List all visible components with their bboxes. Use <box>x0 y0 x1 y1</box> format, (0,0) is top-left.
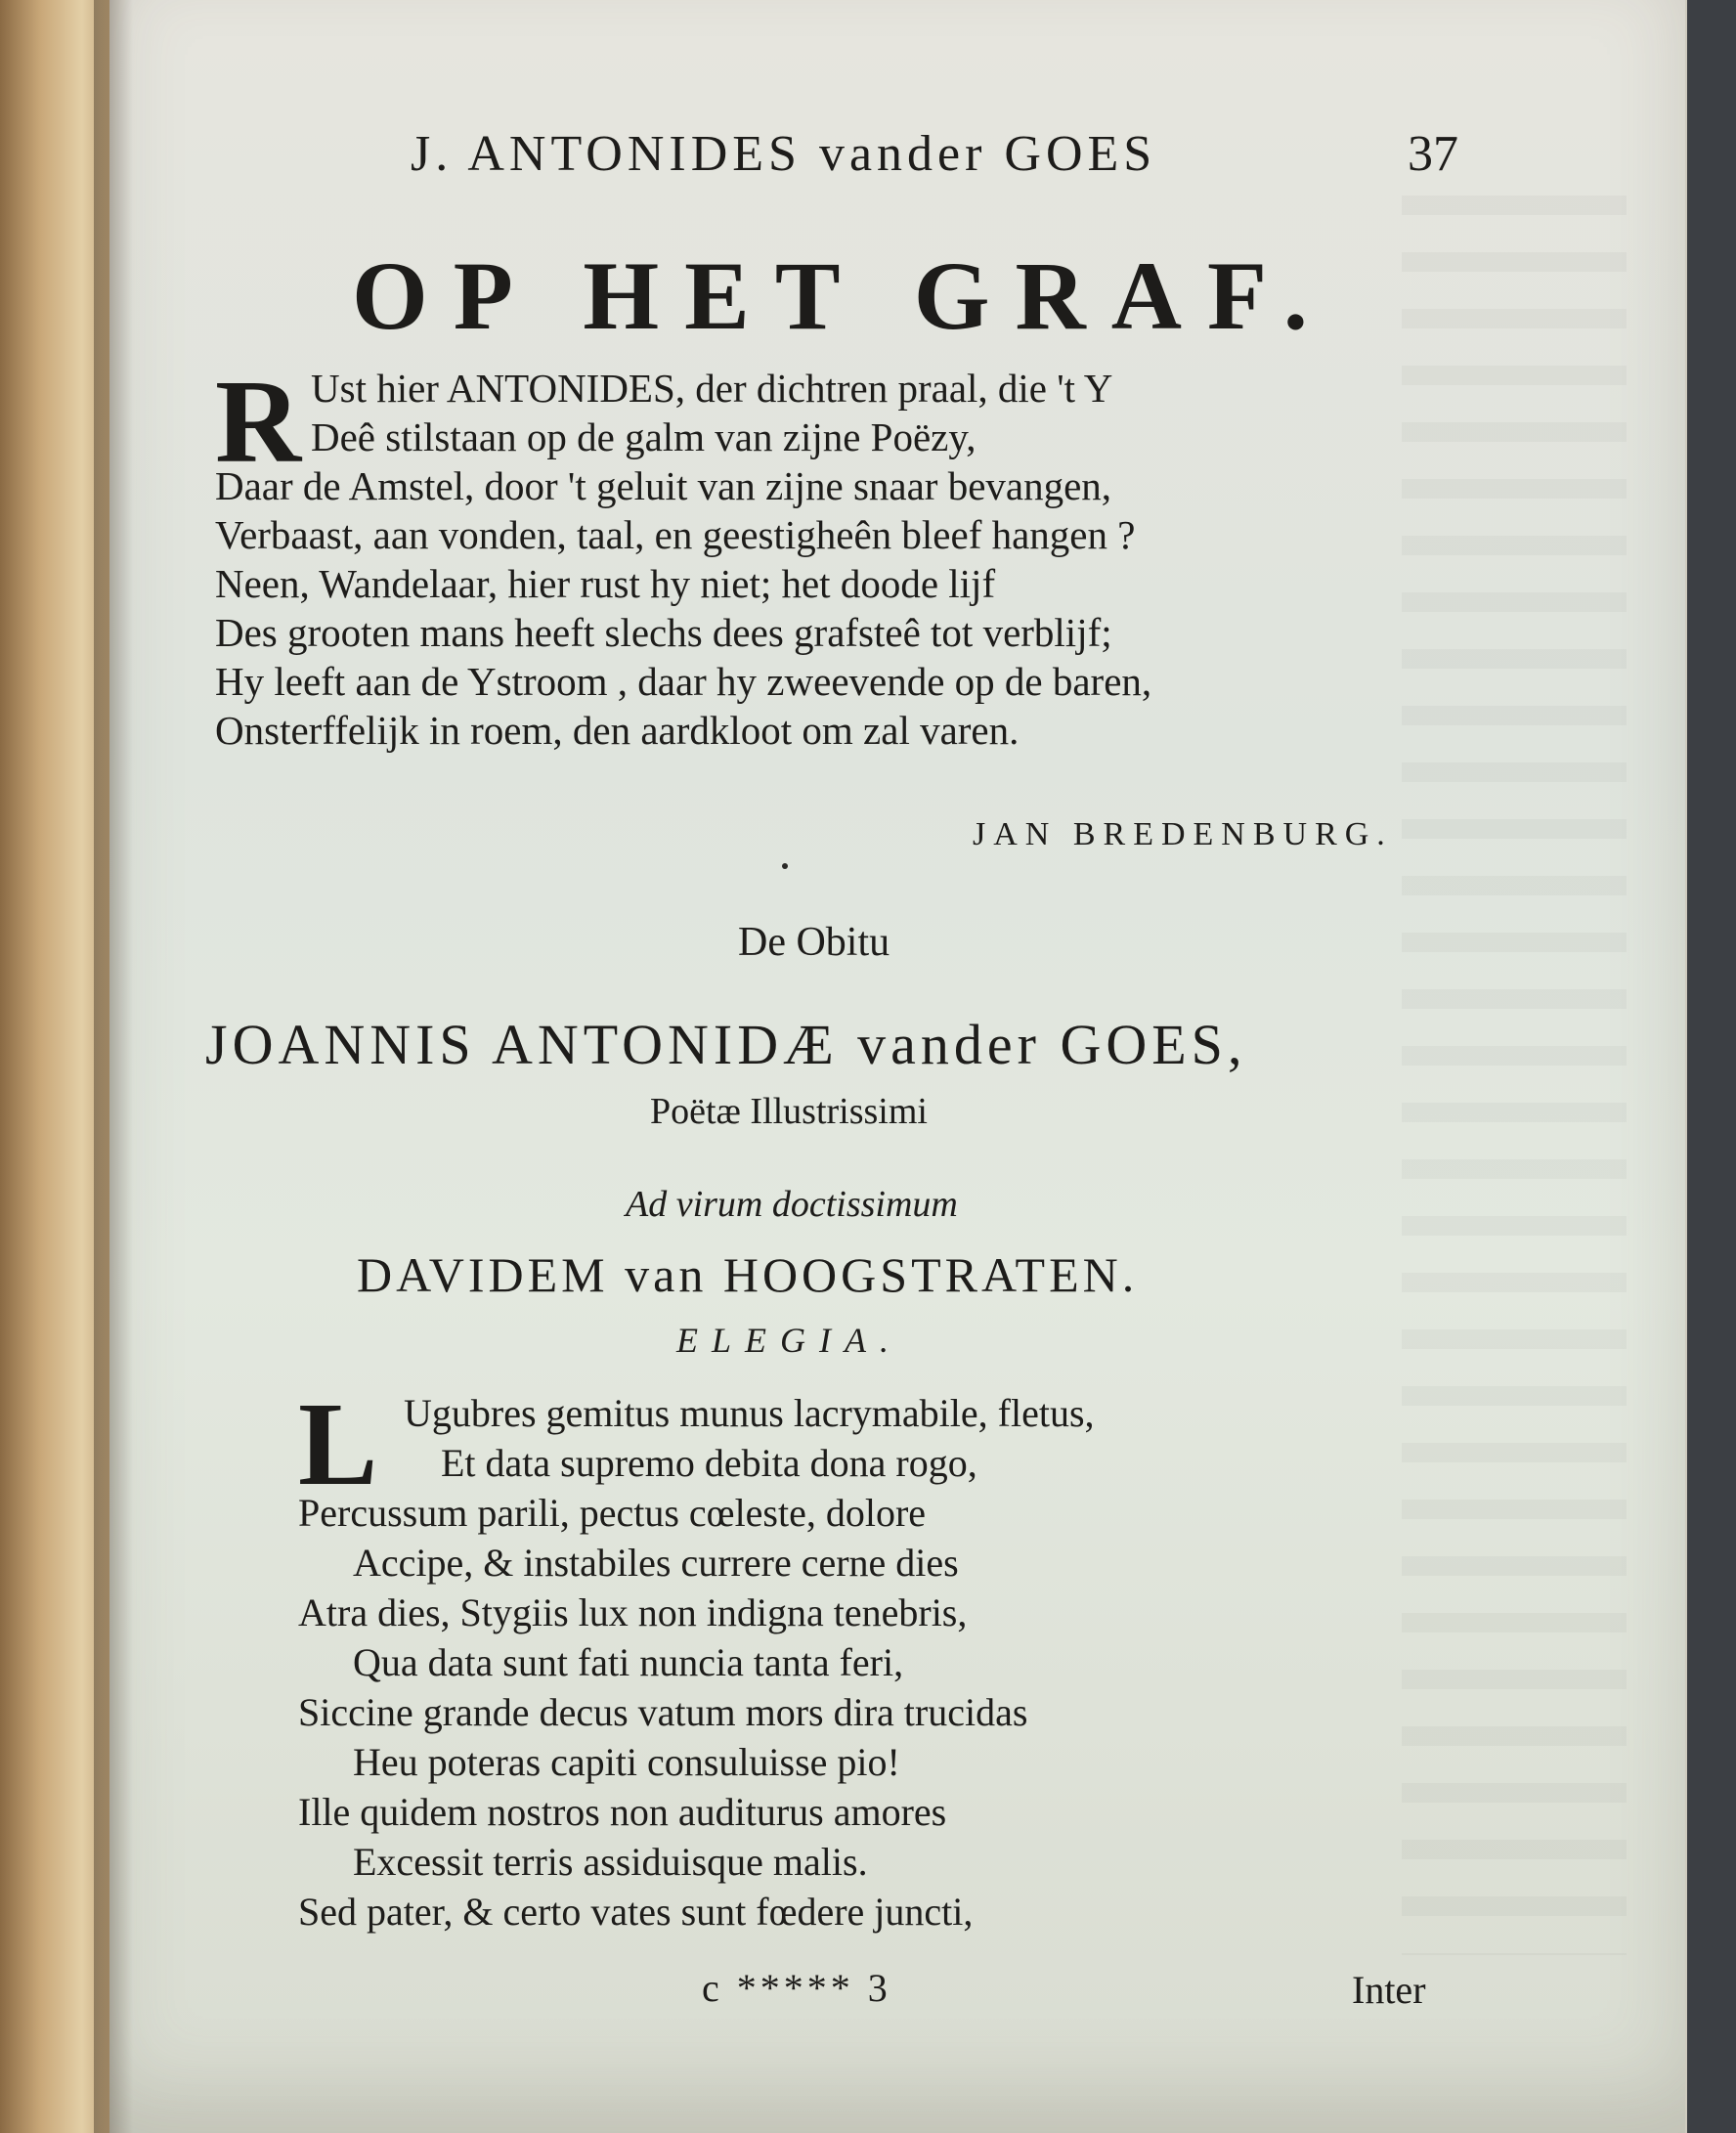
poem-signature: JAN BREDENBURG. <box>973 816 1393 852</box>
poem-line: Daar de Amstel, door 't geluit van zijne snaar bevangen, <box>215 463 1112 508</box>
heading-de-obitu: De Obitu <box>738 920 890 965</box>
poem-line: Percussum parili, pectus cœleste, dolore <box>298 1491 927 1535</box>
heading-ad-virum: Ad virum doctissimum <box>626 1184 958 1225</box>
poem-line: Verbaast, aan vonden, taal, en geestigheên bleef hangen ? <box>215 512 1136 557</box>
poem-line: Onsterffelijk in roem, den aardkloot om zal varen. <box>215 708 1020 753</box>
drop-cap: L <box>298 1378 378 1510</box>
running-head: J. ANTONIDES vander GOES <box>411 126 1157 182</box>
poem-line: Sed pater, & certo vates sunt fœdere juncti, <box>298 1890 974 1934</box>
heading-davidem: DAVIDEM van HOOGSTRATEN. <box>357 1247 1139 1302</box>
poem-line: Deê stilstaan op de galm van zijne Poëzy, <box>311 414 976 459</box>
catchword: Inter <box>1352 1968 1426 2012</box>
poem-line: Siccine grande decus vatum mors dira trucidas <box>298 1690 1028 1734</box>
poem-title: OP HET GRAF. <box>352 241 1333 350</box>
poem-line: Ust hier ANTONIDES, der dichtren praal, die 't Y <box>311 366 1113 411</box>
heading-name: JOANNIS ANTONIDÆ vander GOES, <box>205 1013 1247 1076</box>
gutter-shadow <box>94 0 133 2133</box>
poem-line: Des grooten mans heeft slechs dees grafsteê tot verblijf; <box>215 610 1112 655</box>
poem-line: Ille quidem nostros non auditurus amores <box>298 1790 947 1834</box>
heading-elegia: ELEGIA. <box>676 1321 902 1360</box>
poem-line: Qua data sunt fati nuncia tanta feri, <box>353 1640 904 1684</box>
heading-poetae: Poëtæ Illustrissimi <box>650 1091 928 1132</box>
poem-line: Ugubres gemitus munus lacrymabile, fletus, <box>404 1391 1095 1435</box>
poem-line: Neen, Wandelaar, hier rust hy niet; het doode lijf <box>215 561 996 606</box>
signature-mark: c ***** 3 <box>702 1966 891 2010</box>
page-number: 37 <box>1408 126 1458 182</box>
poem-line: Atra dies, Stygiis lux non indigna tenebris, <box>298 1590 968 1634</box>
poem-line: Hy leeft aan de Ystroom , daar hy zweevende op de baren, <box>215 659 1152 704</box>
dutch-poem <box>215 356 1486 755</box>
drop-cap: R <box>215 356 302 488</box>
decorative-dot <box>782 863 788 869</box>
poem-line: Excessit terris assiduisque malis. <box>353 1840 868 1884</box>
poem-line: Et data supremo debita dona rogo, <box>441 1441 977 1485</box>
poem-line: Heu poteras capiti consuluisse pio! <box>353 1740 900 1784</box>
latin-elegy <box>298 1378 1471 1937</box>
poem-line: Accipe, & instabiles currere cerne dies <box>353 1541 959 1585</box>
